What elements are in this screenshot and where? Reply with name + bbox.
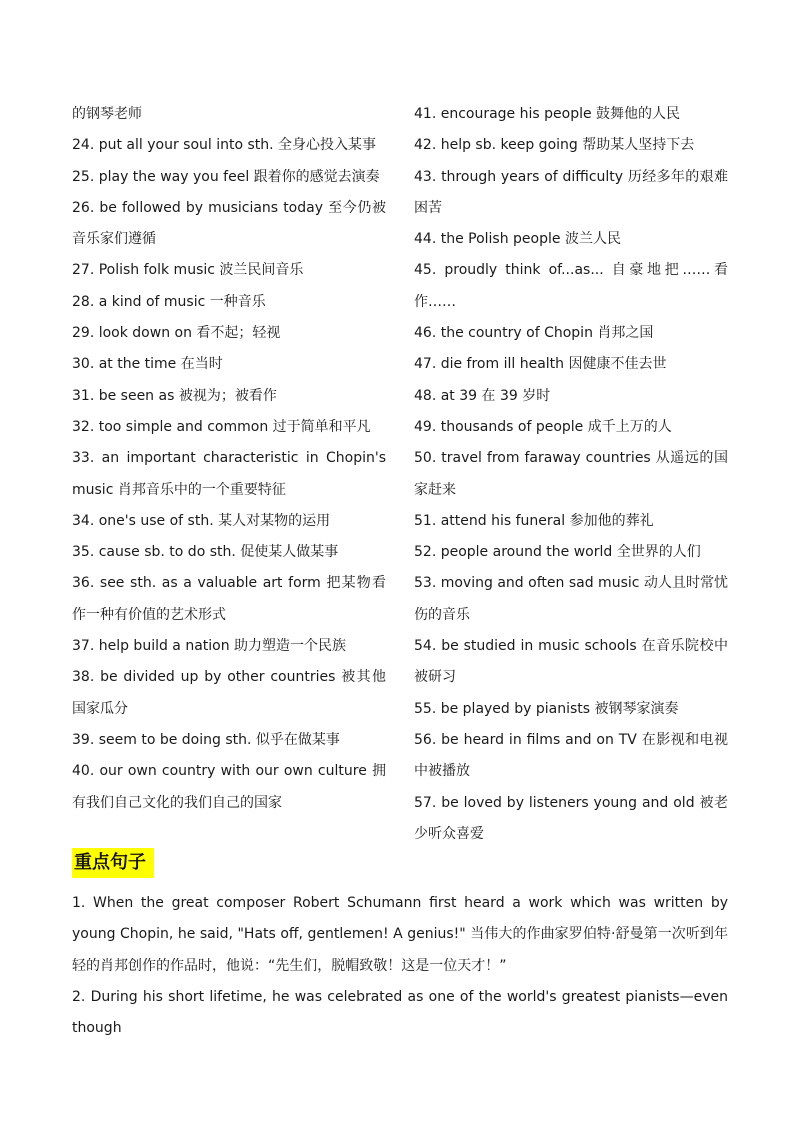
- phrase-item: 56. be heard in films and on TV 在影视和电视中被播放: [414, 731, 728, 780]
- phrase-item: 49. thousands of people 成千上万的人: [414, 418, 672, 435]
- sentence-item: 2. During his short lifetime, he was celebrated as one of the world's greatest pianists—even though: [72, 988, 728, 1037]
- phrase-item: 48. at 39 在 39 岁时: [414, 387, 551, 404]
- phrase-item: 52. people around the world 全世界的人们: [414, 544, 701, 561]
- phrase-item: 39. seem to be doing sth. 似乎在做某事: [72, 731, 340, 748]
- phrase-item: 30. at the time 在当时: [72, 356, 223, 373]
- phrase-item: 51. attend his funeral 参加他的葬礼: [414, 512, 654, 529]
- phrase-item: 27. Polish folk music 波兰民间音乐: [72, 262, 304, 279]
- phrase-item: 36. see sth. as a valuable art form 把某物看作一种有价值的艺术形式: [72, 575, 386, 623]
- phrase-item: 24. put all your soul into sth. 全身心投入某事: [72, 137, 377, 154]
- phrase-item: 的钢琴老师: [72, 106, 142, 122]
- phrase-item: 45. proudly think of...as... 自豪地把……看作……: [414, 262, 728, 310]
- phrase-item: 28. a kind of music 一种音乐: [72, 293, 266, 310]
- phrase-item: 50. travel from faraway countries 从遥远的国家赶来: [414, 450, 728, 498]
- phrase-list-left: [72, 99, 386, 819]
- phrase-item: 25. play the way you feel 跟着你的感觉去演奏: [72, 168, 380, 185]
- phrase-item: 43. through years of difficulty 历经多年的艰难困苦: [414, 168, 728, 216]
- sentence-item: 1. When the great composer Robert Schumann first heard a work which was written by young Chopin, he said, "Hats off, gentlemen! A genius!" 当伟大的作曲家罗伯特·舒曼第一次听到年轻的肖邦创作的作品时，他说：“先生们，脱帽致敬！这是一位天才！”: [72, 895, 728, 974]
- phrase-item: 35. cause sb. to do sth. 促使某人做某事: [72, 544, 339, 561]
- phrase-list-right: [414, 99, 728, 850]
- phrase-item: 53. moving and often sad music 动人且时常忧伤的音乐: [414, 575, 728, 623]
- phrase-item: 40. our own country with our own culture 拥有我们自己文化的我们自己的国家: [72, 763, 386, 811]
- phrase-item: 34. one's use of sth. 某人对某物的运用: [72, 512, 331, 529]
- phrase-item: 29. look down on 看不起；轻视: [72, 325, 281, 342]
- phrase-item: 55. be played by pianists 被钢琴家演奏: [414, 700, 679, 717]
- key-sentences: [72, 888, 728, 1044]
- phrase-item: 32. too simple and common 过于简单和平凡: [72, 418, 371, 435]
- phrase-item: 54. be studied in music schools 在音乐院校中被研习: [414, 638, 728, 686]
- phrase-item: 47. die from ill health 因健康不佳去世: [414, 356, 667, 373]
- phrase-item: 37. help build a nation 助力塑造一个民族: [72, 638, 347, 655]
- section-heading: 重点句子: [72, 848, 154, 878]
- phrase-item: 57. be loved by listeners young and old 被老少听众喜爱: [414, 794, 728, 842]
- phrase-item: 46. the country of Chopin 肖邦之国: [414, 325, 654, 342]
- phrase-item: 42. help sb. keep going 帮助某人坚持下去: [414, 137, 695, 154]
- phrase-item: 31. be seen as 被视为；被看作: [72, 387, 277, 404]
- phrase-item: 33. an important characteristic in Chopin's music 肖邦音乐中的一个重要特征: [72, 450, 386, 498]
- phrase-item: 44. the Polish people 波兰人民: [414, 231, 621, 248]
- phrase-item: 41. encourage his people 鼓舞他的人民: [414, 106, 681, 122]
- phrase-item: 26. be followed by musicians today 至今仍被音乐家们遵循: [72, 199, 386, 248]
- phrase-item: 38. be divided up by other countries 被其他国家瓜分: [72, 669, 386, 717]
